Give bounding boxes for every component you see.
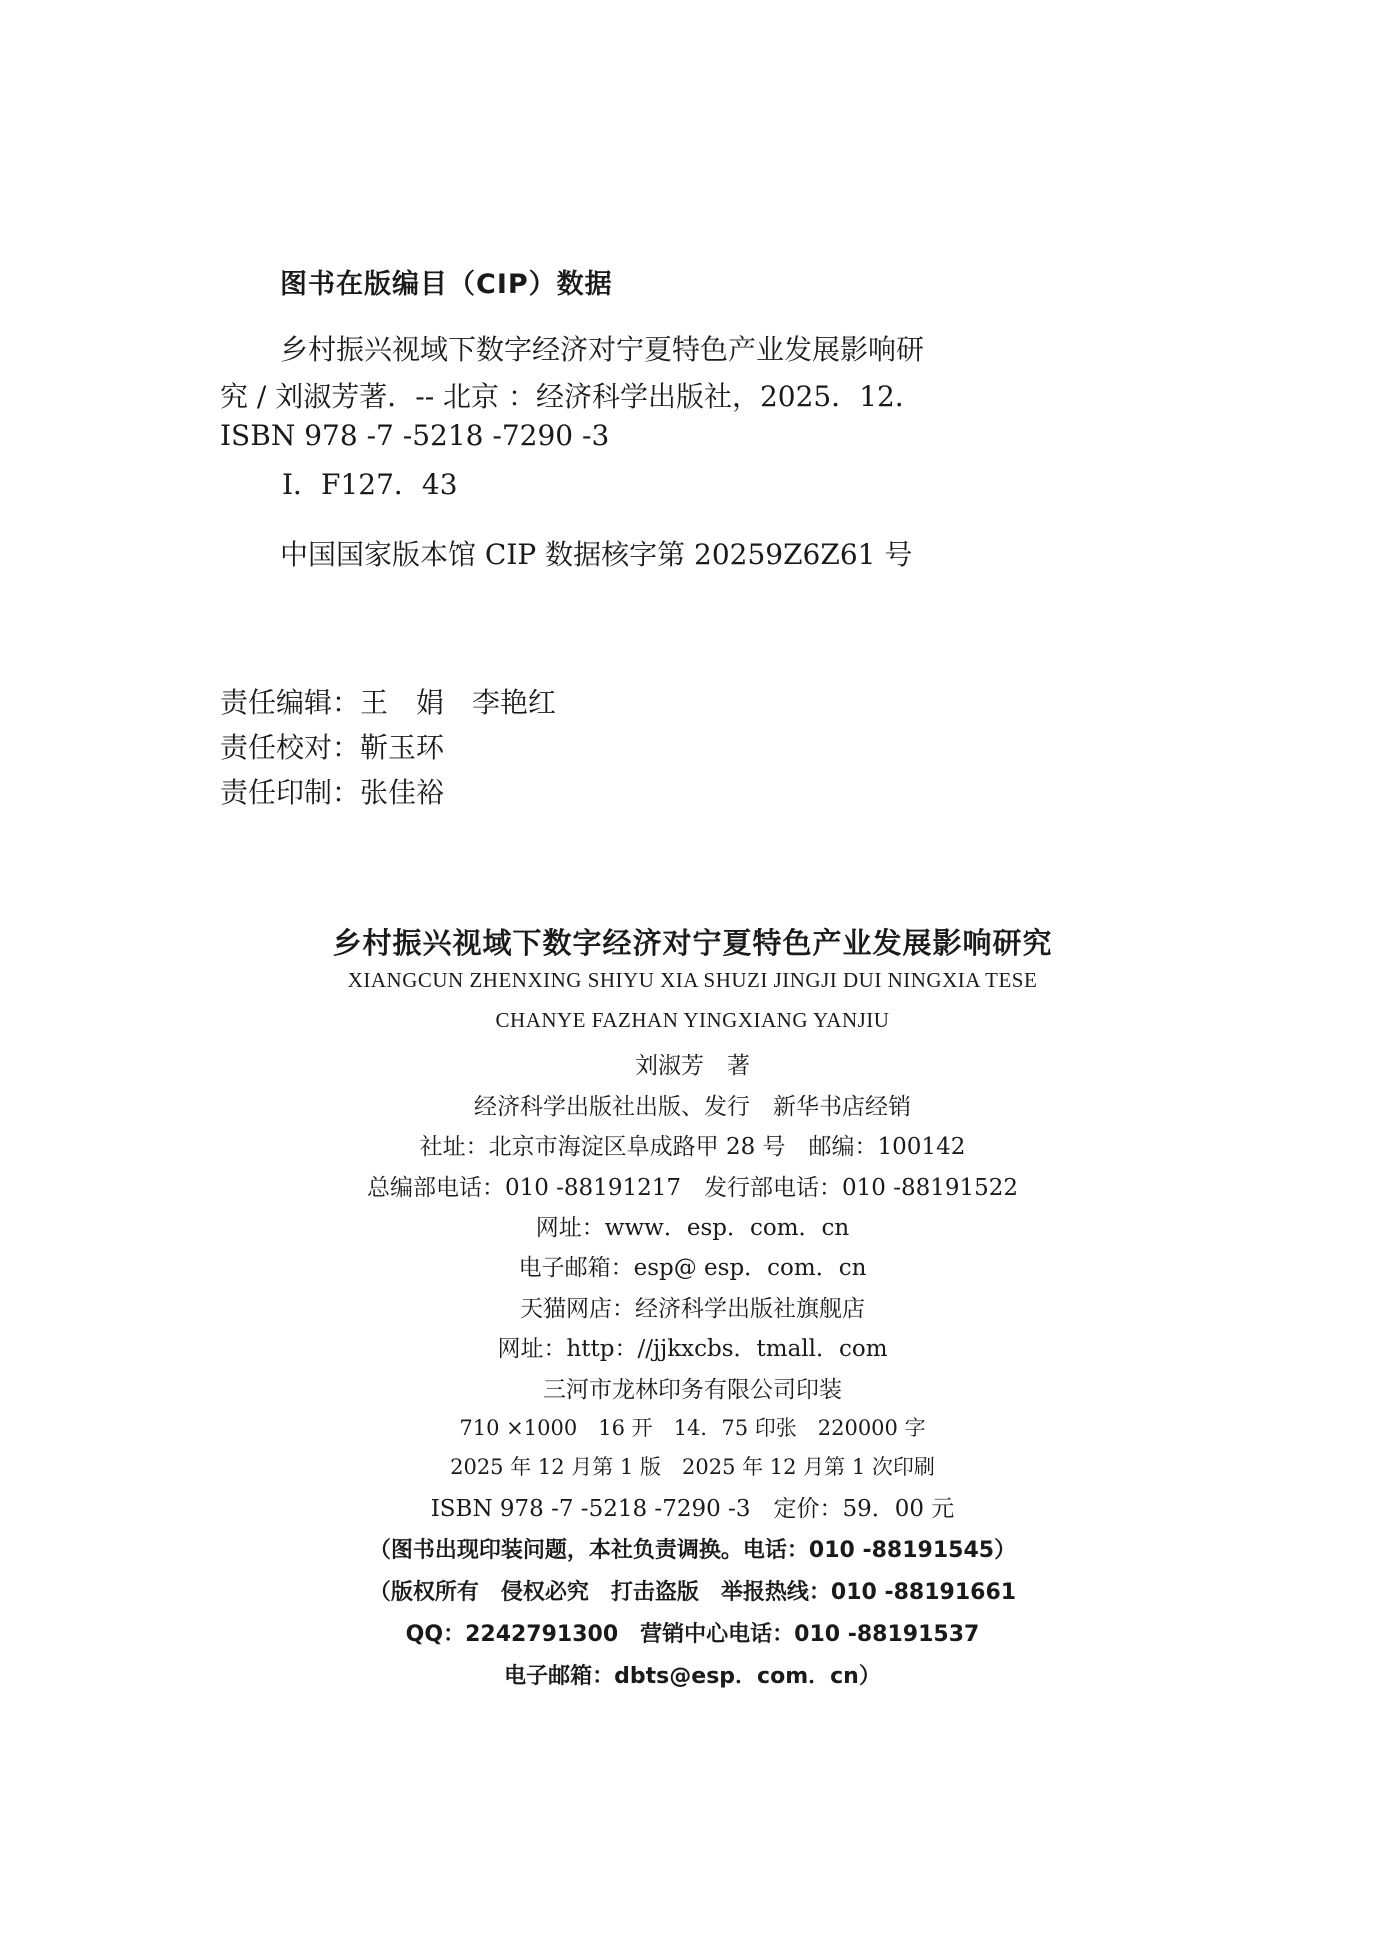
email-line: 电子邮箱：esp@ esp．com．cn bbox=[518, 1255, 867, 1281]
address-line: 社址：北京市海淀区阜成路甲 28 号 邮编：100142 bbox=[419, 1134, 966, 1160]
pinyin-title-line-1: XIANGCUN ZHENXING SHIYU XIA SHUZI JINGJI DUI NINGXIA TESE bbox=[347, 968, 1038, 992]
publisher-line: 经济科学出版社出版、发行 新华书店经销 bbox=[474, 1094, 911, 1120]
isbn-price-line: ISBN 978 -7 -5218 -7290 -3 定价：59．00 元 bbox=[430, 1496, 955, 1522]
author: 刘淑芳 著 bbox=[635, 1053, 750, 1079]
notice-line-3: QQ：2242791300 营销中心电话：010 -88191537 bbox=[405, 1622, 980, 1647]
printer-line: 三河市龙林印务有限公司印装 bbox=[543, 1377, 842, 1403]
cip-isbn-line: ISBN 978 -7 -5218 -7290 -3 bbox=[220, 419, 610, 452]
responsible-editors: 责任编辑：王 娟 李艳红 bbox=[220, 686, 557, 719]
notice-line-2: （版权所有 侵权必究 打击盗版 举报热线：010 -88191661 bbox=[368, 1580, 1017, 1605]
responsible-printing: 责任印制：张佳裕 bbox=[220, 776, 445, 809]
notice-line-4: 电子邮箱：dbts@esp．com．cn） bbox=[504, 1664, 881, 1689]
pinyin-title-line-2: CHANYE FAZHAN YINGXIANG YANJIU bbox=[495, 1008, 890, 1032]
website-line: 网址：www．esp．com．cn bbox=[535, 1215, 850, 1241]
cip-author-publisher-line: 究 / 刘淑芳著．-- 北京 ：经济科学出版社，2025．12． bbox=[220, 380, 923, 413]
tmall-store-line: 天猫网店：经济科学出版社旗舰店 bbox=[520, 1296, 865, 1322]
cip-classification-line: Ⅰ．F127．43 bbox=[282, 468, 458, 501]
cip-verification-number: 中国国家版本馆 CIP 数据核字第 20259Z6Z61 号 bbox=[280, 538, 913, 571]
tmall-url-line: 网址：http：//jjkxcbs．tmall．com bbox=[497, 1336, 888, 1362]
notice-line-1: （图书出现印装问题，本社负责调换。电话：010 -88191545） bbox=[368, 1538, 1017, 1563]
cip-title-line: 乡村振兴视域下数字经济对宁夏特色产业发展影响研 bbox=[280, 333, 925, 366]
book-title: 乡村振兴视域下数字经济对宁夏特色产业发展影响研究 bbox=[332, 926, 1053, 960]
responsible-proofreader: 责任校对：靳玉环 bbox=[220, 731, 445, 764]
edition-line: 2025 年 12 月第 1 版 2025 年 12 月第 1 次印刷 bbox=[450, 1455, 935, 1479]
specs-line: 710 ×1000 16 开 14．75 印张 220000 字 bbox=[459, 1416, 926, 1440]
cip-header: 图书在版编目（CIP）数据 bbox=[280, 269, 613, 300]
phone-line: 总编部电话：010 -88191217 发行部电话：010 -88191522 bbox=[366, 1175, 1019, 1201]
